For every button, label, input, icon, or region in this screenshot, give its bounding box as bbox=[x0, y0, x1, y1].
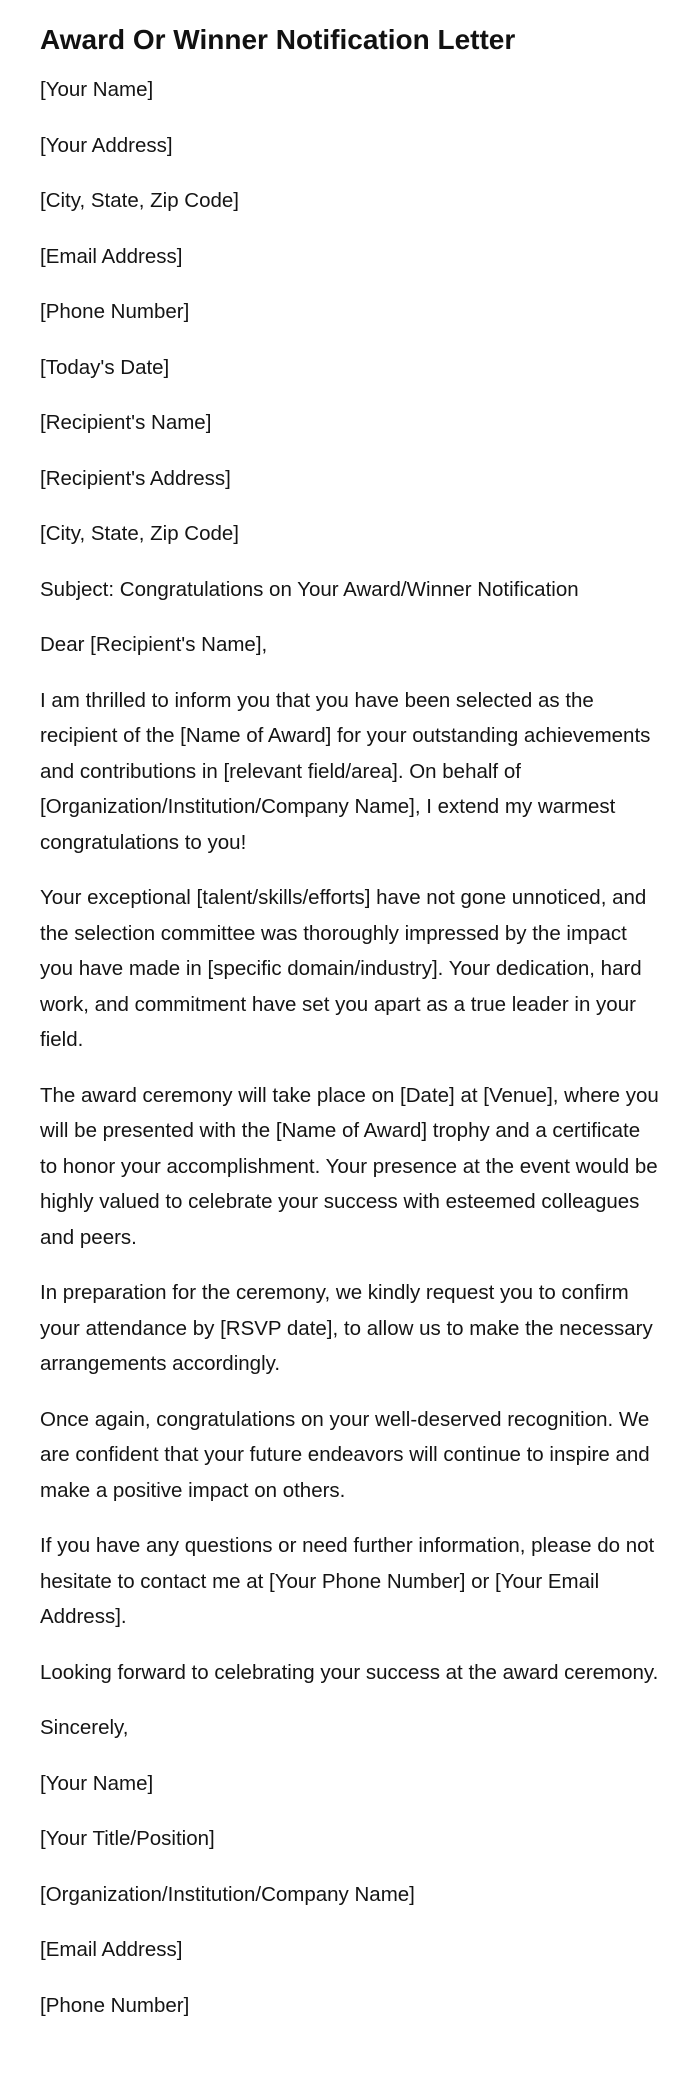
recipient-address: [Recipient's Address] bbox=[40, 466, 231, 490]
body-paragraph: I am thrilled to inform you that you have been selected as the recipient of the [Name of Award] for your outstanding achievements and contributions in [relevant field/area]. On behalf of [Organization/Institution/Company Name], I extend my warmest congratulations to you! bbox=[40, 688, 651, 854]
body-paragraph: Your exceptional [talent/skills/efforts] have not gone unnoticed, and the selection committee was thoroughly impressed by the impact you have made in [specific domain/industry]. Your dedication, hard work, and commitment have set you apart as a true leader in your field. bbox=[40, 886, 647, 1051]
signature-organization: [Organization/Institution/Company Name] bbox=[40, 1882, 415, 1906]
signature-title: [Your Title/Position] bbox=[40, 1827, 215, 1850]
recipient-name: [Recipient's Name] bbox=[40, 411, 212, 434]
letter-date: [Today's Date] bbox=[40, 355, 170, 379]
signature-name: [Your Name] bbox=[40, 1771, 154, 1795]
sender-email: [Email Address] bbox=[40, 244, 183, 268]
subject-line: Subject: Congratulations on Your Award/Winner Notification bbox=[40, 577, 579, 601]
sender-phone: [Phone Number] bbox=[40, 300, 190, 323]
recipient-city-state-zip: [City, State, Zip Code] bbox=[40, 522, 240, 545]
body-paragraph: The award ceremony will take place on [Date] at [Venue], where you will be presented with the [Name of Award] trophy and a certificate to honor your accomplishment. Your presence at the event would be highly valued to celebrate your success with esteemed colleagues and peers. bbox=[40, 1083, 659, 1249]
closing: Sincerely, bbox=[40, 1716, 129, 1739]
page-title: Award Or Winner Notification Letter bbox=[40, 24, 516, 55]
sender-address: [Your Address] bbox=[40, 133, 173, 157]
body-paragraph: Once again, congratulations on your well-deserved recognition. We are confident that your future endeavors will continue to inspire and make a positive impact on others. bbox=[40, 1407, 650, 1502]
sender-name: [Your Name] bbox=[40, 78, 154, 101]
letter-page bbox=[40, 20, 660, 2043]
salutation: Dear [Recipient's Name], bbox=[40, 633, 268, 656]
body-paragraph: In preparation for the ceremony, we kindly request you to confirm your attendance by [RSVP date], to allow us to make the necessary arrangements accordingly. bbox=[40, 1281, 653, 1375]
sender-city-state-zip: [City, State, Zip Code] bbox=[40, 189, 240, 212]
body-paragraph: If you have any questions or need further information, please do not hesitate to contact me at [Your Phone Number] or [Your Email Address]. bbox=[40, 1534, 655, 1628]
body-paragraph: Looking forward to celebrating your success at the award ceremony. bbox=[40, 1660, 659, 1684]
signature-email: [Email Address] bbox=[40, 1938, 183, 1961]
signature-phone: [Phone Number] bbox=[40, 1993, 190, 2017]
